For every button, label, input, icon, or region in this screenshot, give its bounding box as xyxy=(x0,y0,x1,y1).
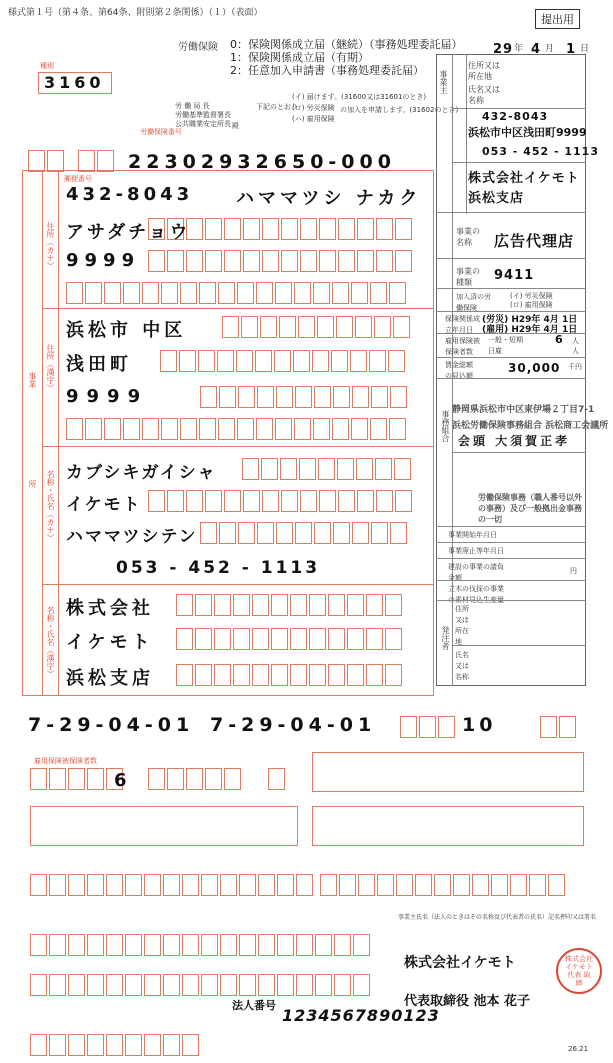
postal-label: 郵便番号 xyxy=(64,175,92,183)
name-kanji-1-cells xyxy=(176,594,404,616)
kanji-row-1-cells xyxy=(222,316,412,338)
label-name-kanji: 名称・氏名（漢字） xyxy=(46,606,55,678)
labor-insurance-number: 22302932650-000 xyxy=(128,151,396,173)
wage-label: 賃金総額の見込額 xyxy=(445,361,473,380)
name-kanji-3: 浜松支店 xyxy=(66,668,154,689)
top-short-cells-2 xyxy=(78,150,116,172)
option-1: 1：保険関係成立届（有期） xyxy=(230,51,369,64)
owner-company: 株式会社イケモト xyxy=(468,171,580,186)
name-kanji-1: 株式会社 xyxy=(66,598,154,619)
business-name: 広告代理店 xyxy=(494,232,575,250)
top-short-cells xyxy=(28,150,66,172)
owner-postal: 432-8043 xyxy=(482,110,549,123)
wage-value: 30,000 xyxy=(508,361,561,375)
workers-label: 雇用保険被保険者数 xyxy=(445,337,480,356)
address-kana: ハママツシ ナカク xyxy=(236,188,422,209)
commission-text: 労働保険事務（職人番号以外の事務）及び一般拠出金事務の一切 xyxy=(478,493,582,524)
wage-unit: 千円 xyxy=(568,363,582,371)
owner-phone: 053 - 452 - 1113 xyxy=(482,145,599,158)
form-title: 様式第１号（第４条、第64条、附則第２条関係）（１）（表面） xyxy=(8,8,263,18)
insurance-type-rosai: (イ) 労災保険 xyxy=(510,292,553,300)
kanji-row-2-cells xyxy=(160,350,407,372)
office-rep: 会頭 大須賀正孝 xyxy=(458,434,571,448)
established-date: 7-29-04-01 xyxy=(28,714,195,736)
kanji-row-3-cells xyxy=(200,386,409,408)
kanji-row-4-cells xyxy=(66,418,408,440)
name-kana-1-cells xyxy=(242,458,413,480)
name-kanji-2-cells xyxy=(176,628,404,650)
addressees: 労 働 局 長 労働基準監督署長 公共職業安定所長 xyxy=(175,102,231,128)
row3-left-box xyxy=(30,806,298,846)
corporate-number-label: 法人番号 xyxy=(232,999,276,1012)
corporate-number: 1234567890123 xyxy=(282,1006,440,1025)
dates-extra-cells xyxy=(400,716,457,738)
insurance-label: 加入済の労働保険 xyxy=(456,293,491,312)
koyo-date: (雇用) H29年 4月 1日 xyxy=(482,325,578,335)
street-kana: 9999 xyxy=(66,250,141,271)
address-kanji-1: 浜松市 中区 xyxy=(66,320,187,341)
construction-yen: 円 xyxy=(570,567,577,575)
kana-row-3-cells xyxy=(66,282,408,304)
category-label: 労働保険 xyxy=(178,42,218,53)
employer-company: 株式会社イケモト xyxy=(404,955,516,971)
date-day: 1 xyxy=(566,42,577,57)
option-2: 2：任意加入申請書（事務処理委託届） xyxy=(230,64,424,77)
type-label: 種別 xyxy=(40,62,54,70)
business-name-label: 事業の名称 xyxy=(456,227,480,247)
expected-end-date: 7-29-04-01 xyxy=(210,714,377,736)
footer-code: 26.21 xyxy=(568,1045,589,1053)
owner-address: 浜松市中区浅田町9999 xyxy=(468,126,587,139)
postal-code: 432-8043 xyxy=(66,184,194,205)
labor-insurance-number-label: 労働保険番号 xyxy=(140,128,182,136)
row6-cells xyxy=(30,974,372,996)
address-kanji-3: 9999 xyxy=(66,386,149,407)
notify-options: (イ) 届けます。(31600又は31601のとき) (ロ) 労災保険 (ハ) 雇用保険 xyxy=(292,93,427,123)
owner-address-label: 住所又は所在地 xyxy=(468,61,500,81)
date-month: 4 xyxy=(531,42,542,57)
row4-cells-b xyxy=(320,874,567,896)
kana-row-2-cells xyxy=(148,250,414,272)
name-kana-2-cells xyxy=(148,490,414,512)
addressee-suffix: 殿 xyxy=(232,122,239,130)
label-name-kana: 名称・氏名（カナ） xyxy=(46,470,55,542)
type-code: 3160 xyxy=(44,73,105,92)
business-type: 9411 xyxy=(494,268,535,283)
date-year: 29 xyxy=(493,42,514,57)
date-day-unit: 日 xyxy=(580,44,590,54)
insurance-type-koyo: (ロ) 雇用保険 xyxy=(510,301,553,309)
section-jigyosho: 所 xyxy=(28,480,37,488)
office-name: 浜松労働保険事務組合 浜松商工会議所 xyxy=(452,421,609,431)
insured-count-cells xyxy=(30,768,125,790)
office-address: 静岡県浜松市中区東伊場２丁目7-1 xyxy=(452,405,595,415)
workers-daily-unit: 人 xyxy=(572,347,579,355)
start-label: 事業開始年月日 xyxy=(448,531,497,539)
rosai-date: (労災) H29年 4月 1日 xyxy=(482,315,578,325)
orderer-address-label: 住所又は所在地 xyxy=(455,605,469,646)
end-label: 事業廃止等年月日 xyxy=(448,547,504,555)
row7-cells xyxy=(30,1034,201,1056)
town-kana: アサダチョウ xyxy=(66,222,191,243)
insured-count-cells-2 xyxy=(148,768,243,790)
name-kanji-2: イケモト xyxy=(66,632,154,653)
workers-type: 一般・短期 xyxy=(488,336,523,344)
date-month-unit: 月 xyxy=(545,44,555,54)
orderer-name-label: 氏名又は名称 xyxy=(455,651,469,681)
address-kanji-2: 浅田町 xyxy=(66,354,132,375)
orderer-label: 発注者 xyxy=(441,626,450,650)
submit-label: 提出用 xyxy=(535,9,580,29)
row2-misc-cells xyxy=(268,768,287,790)
label-address-kana: 住所（カナ） xyxy=(46,222,55,270)
row5-cells xyxy=(30,934,372,956)
notify-suffix: の加入を申請します。(31602のとき) xyxy=(340,106,459,114)
name-kana-3-cells xyxy=(200,522,409,544)
name-kana-1: カブシキガイシャ xyxy=(66,463,217,483)
company-seal: 株式会社 イケモト 代表 取締 xyxy=(556,948,602,994)
employer-rep: 代表取締役 池本 花子 xyxy=(404,994,531,1009)
name-kana-2: イケモト xyxy=(66,495,142,515)
notify-intro: 下記のとおり xyxy=(256,103,298,111)
date-year-unit: 年 xyxy=(514,44,524,54)
row3-right-box xyxy=(312,806,584,846)
option-0: 0：保険関係成立届（継続）（事務処理委託届） xyxy=(230,38,463,51)
workers-unit: 人 xyxy=(572,337,579,345)
dates-workers-count: 10 xyxy=(462,714,497,736)
row4-cells-a xyxy=(30,874,315,896)
established-label: 保険関係成立年月日 xyxy=(445,315,480,334)
insured-count-label: 雇用保険被保険者数 xyxy=(34,757,97,765)
phone-main: 053 - 452 - 1113 xyxy=(116,558,321,578)
section-jigyo: 事業 xyxy=(28,372,37,388)
name-kanji-3-cells xyxy=(176,664,404,686)
owner-name-label: 氏名又は名称 xyxy=(468,85,500,105)
construction-label: 建設の事業の請負金額 xyxy=(448,563,504,582)
insurance-options xyxy=(230,38,463,77)
owner-branch: 浜松支店 xyxy=(468,191,525,206)
workers-daily: 日雇 xyxy=(488,347,502,355)
business-type-label: 事業の種類 xyxy=(456,267,480,287)
employer-signature-label: 事業主氏名（法人のときはその名称及び代表者の氏名）記名押印又は署名 xyxy=(398,914,597,921)
label-address-kanji: 住所（漢字） xyxy=(46,344,55,392)
insured-count: 6 xyxy=(114,770,128,791)
workers-count: 6 xyxy=(555,333,564,346)
row2-right-box xyxy=(312,752,584,792)
timber-label: 立木の伐採の事業の素材見込生産量 xyxy=(448,585,504,604)
name-kana-3: ハママツシテン xyxy=(66,527,198,547)
right-end-cells xyxy=(540,716,578,738)
office-section-label: 事務組合 xyxy=(441,410,450,442)
owner-section-label: 事業主 xyxy=(439,70,448,94)
